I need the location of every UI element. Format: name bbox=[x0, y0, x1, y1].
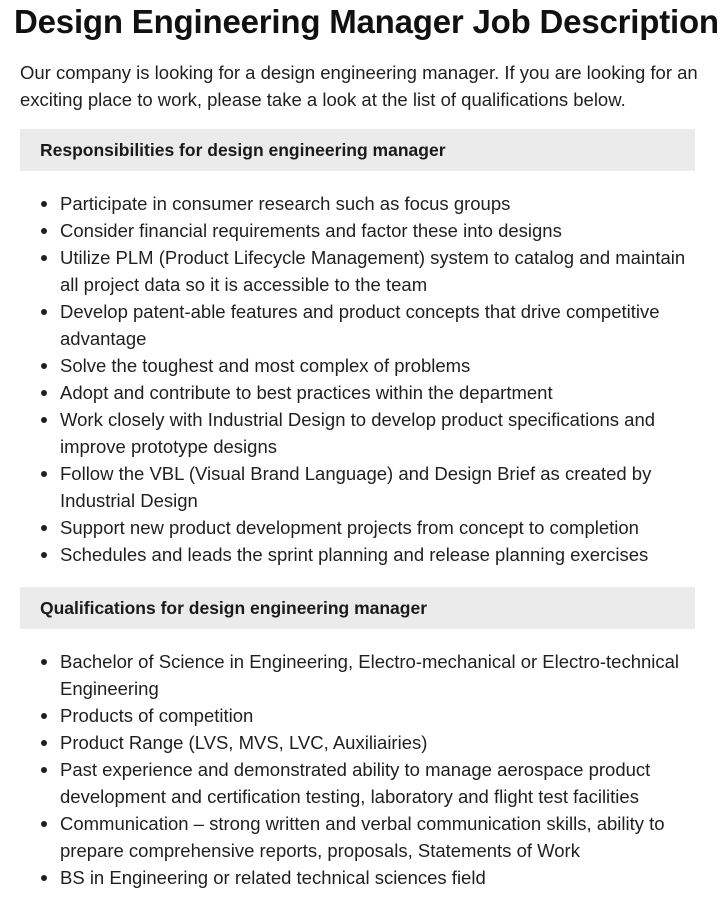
bullet-icon bbox=[41, 255, 47, 261]
qualifications-heading: Qualifications for design engineering manager bbox=[20, 587, 695, 629]
list-item bbox=[20, 406, 700, 460]
list-item-text: Utilize PLM (Product Lifecycle Management) system to catalog and maintain all project data so it is accessible to the team bbox=[60, 247, 686, 295]
list-item bbox=[20, 648, 700, 702]
list-item bbox=[20, 460, 700, 514]
bullet-icon bbox=[41, 201, 47, 207]
list-item-text: Develop patent-able features and product concepts that drive competitive advantage bbox=[60, 301, 660, 349]
list-item-text: Support new product development projects from concept to completion bbox=[60, 517, 639, 538]
list-item-text: Past experience and demonstrated ability to manage aerospace product development and certification testing, laboratory and flight test facilities bbox=[60, 759, 651, 807]
list-item bbox=[20, 729, 700, 756]
list-item-text: Schedules and leads the sprint planning and release planning exercises bbox=[60, 544, 649, 565]
responsibilities-list bbox=[20, 190, 700, 568]
bullet-icon bbox=[41, 417, 47, 423]
bullet-icon bbox=[41, 228, 47, 234]
bullet-icon bbox=[41, 740, 47, 746]
list-item bbox=[20, 702, 700, 729]
bullet-icon bbox=[41, 767, 47, 773]
list-item bbox=[20, 810, 700, 864]
bullet-icon bbox=[41, 363, 47, 369]
bullet-icon bbox=[41, 390, 47, 396]
bullet-icon bbox=[41, 713, 47, 719]
page-title: Design Engineering Manager Job Description bbox=[14, 3, 719, 40]
bullet-icon bbox=[41, 875, 47, 881]
list-item bbox=[20, 756, 700, 810]
list-item-text: Adopt and contribute to best practices within the department bbox=[60, 382, 553, 403]
list-item-text: Consider financial requirements and factor these into designs bbox=[60, 220, 562, 241]
bullet-icon bbox=[41, 471, 47, 477]
list-item bbox=[20, 352, 700, 379]
list-item-text: BS in Engineering or related technical sciences field bbox=[60, 867, 486, 888]
list-item-text: Products of competition bbox=[60, 705, 254, 726]
list-item bbox=[20, 298, 700, 352]
list-item bbox=[20, 864, 700, 891]
list-item-text: Communication – strong written and verbal communication skills, ability to prepare comprehensive reports, proposals, Statements of Work bbox=[60, 813, 665, 861]
list-item-text: Follow the VBL (Visual Brand Language) and Design Brief as created by Industrial Design bbox=[60, 463, 652, 511]
list-item-text: Product Range (LVS, MVS, LVC, Auxiliairies) bbox=[60, 732, 428, 753]
list-item bbox=[20, 541, 700, 568]
list-item-text: Work closely with Industrial Design to develop product specifications and improve prototype designs bbox=[60, 409, 656, 457]
bullet-icon bbox=[41, 525, 47, 531]
list-item bbox=[20, 514, 700, 541]
list-item-text: Participate in consumer research such as focus groups bbox=[60, 193, 511, 214]
bullet-icon bbox=[41, 659, 47, 665]
intro-paragraph: Our company is looking for a design engineering manager. If you are looking for an exciting place to work, please take a look at the list of qualifications below. bbox=[20, 62, 698, 110]
list-item bbox=[20, 190, 700, 217]
responsibilities-heading: Responsibilities for design engineering manager bbox=[20, 129, 695, 171]
list-item bbox=[20, 244, 700, 298]
qualifications-list bbox=[20, 648, 700, 891]
list-item-text: Solve the toughest and most complex of problems bbox=[60, 355, 471, 376]
list-item bbox=[20, 379, 700, 406]
list-item-text: Bachelor of Science in Engineering, Electro-mechanical or Electro-technical Engineering bbox=[60, 651, 680, 699]
bullet-icon bbox=[41, 821, 47, 827]
list-item bbox=[20, 217, 700, 244]
bullet-icon bbox=[41, 309, 47, 315]
bullet-icon bbox=[41, 552, 47, 558]
